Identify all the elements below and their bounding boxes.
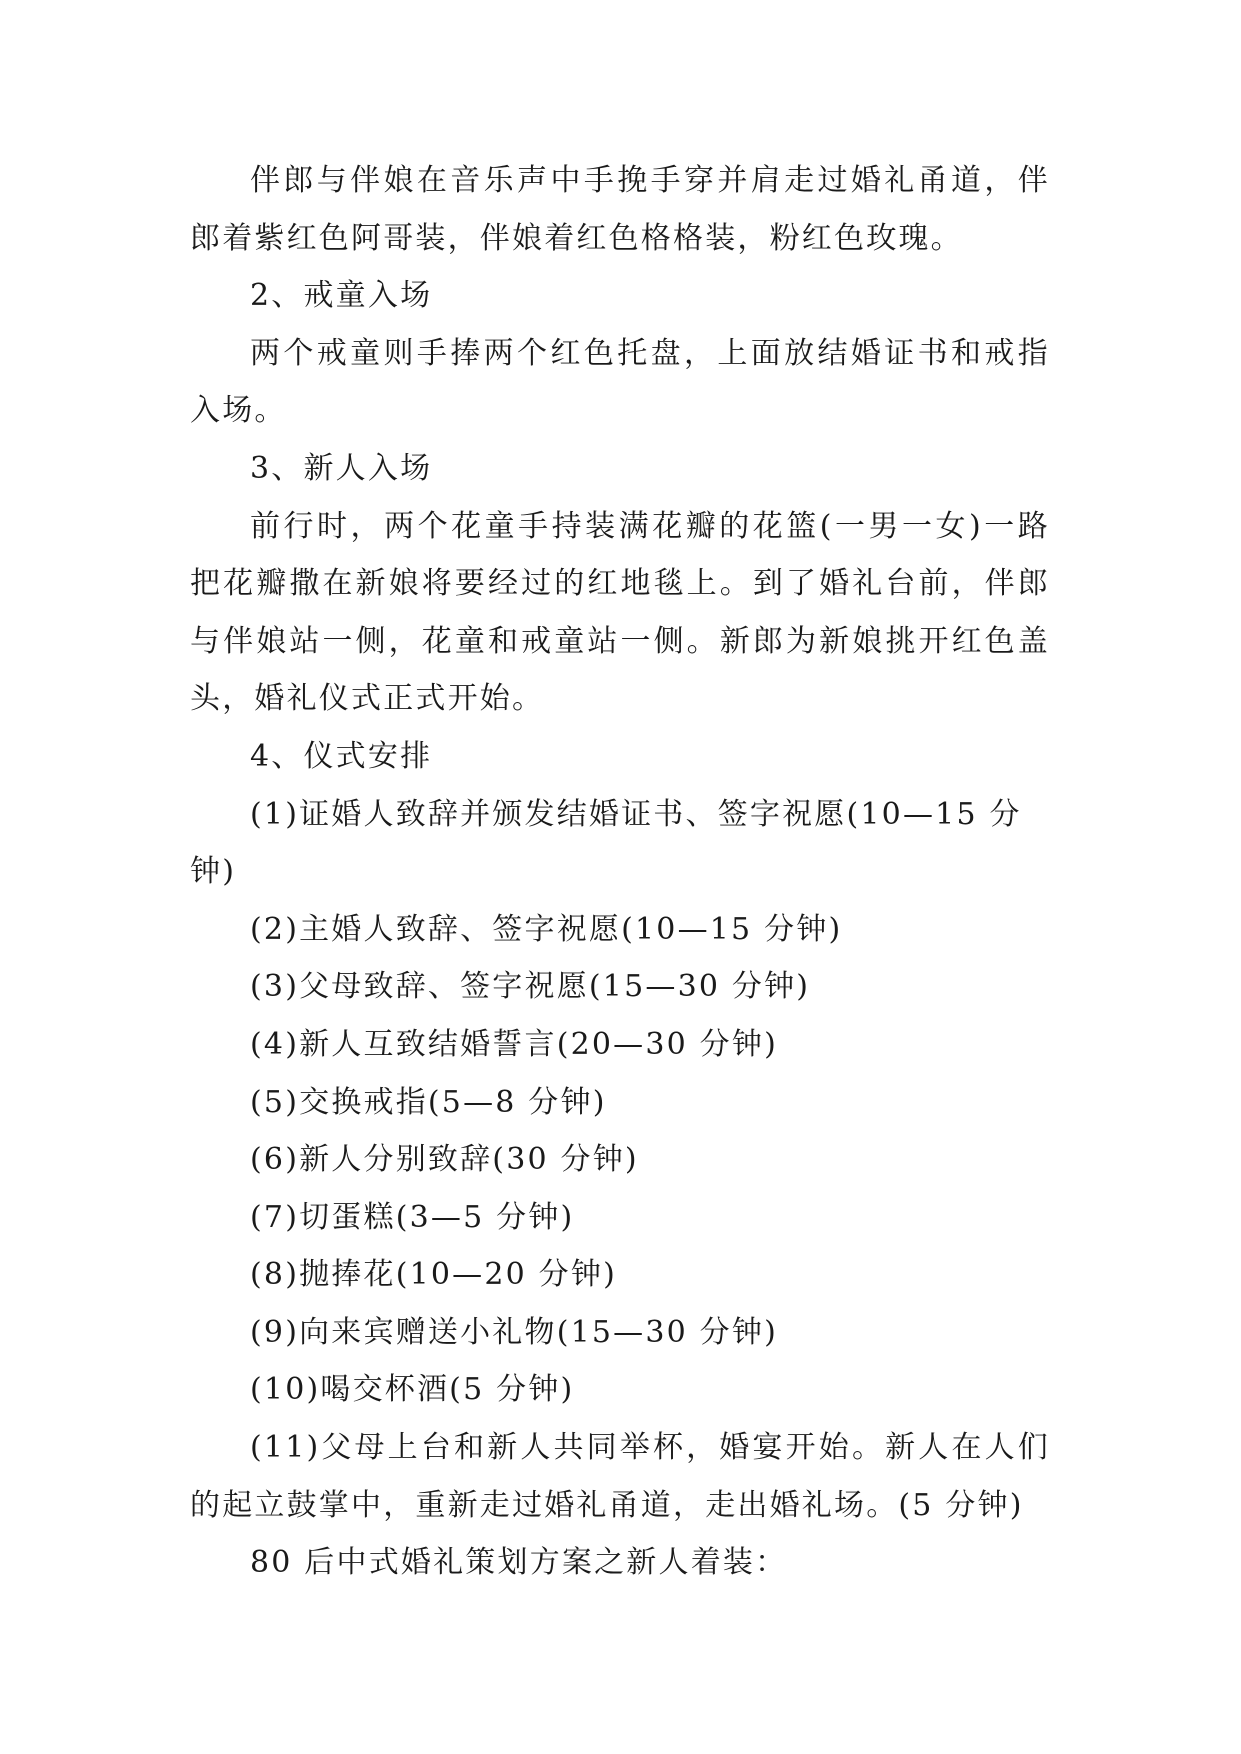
schedule-item-8: (8)抛捧花(10—20 分钟) (250, 1257, 617, 1293)
heading-ceremony-schedule: 4、仪式安排 (250, 738, 433, 774)
schedule-item-9: (9)向来宾赠送小礼物(15—30 分钟) (250, 1314, 778, 1350)
heading-couple-attire: 80 后中式婚礼策划方案之新人着装： (250, 1545, 788, 1581)
document-page (190, 152, 1050, 1592)
schedule-item-1: (1)证婚人致辞并颁发结婚证书、签字祝愿(10—15 分钟) (190, 796, 1022, 890)
schedule-item-10: (10)喝交杯酒(5 分钟) (250, 1372, 575, 1408)
paragraph-groomsmen: 伴郎与伴娘在音乐声中手挽手穿并肩走过婚礼甬道，伴郎着紫红色阿哥装，伴娘着红色格格装，粉红色玫瑰。 (190, 163, 1050, 256)
schedule-item-2: (2)主婚人致辞、签字祝愿(10—15 分钟) (250, 911, 843, 947)
heading-ring-bearers: 2、戒童入场 (250, 278, 433, 314)
heading-couple-entrance: 3、新人入场 (250, 450, 433, 486)
schedule-item-5: (5)交换戒指(5—8 分钟) (250, 1084, 607, 1120)
schedule-item-4: (4)新人互致结婚誓言(20—30 分钟) (250, 1026, 778, 1062)
schedule-item-3: (3)父母致辞、签字祝愿(15—30 分钟) (250, 969, 811, 1005)
paragraph-ring-bearers: 两个戒童则手捧两个红色托盘，上面放结婚证书和戒指入场。 (190, 335, 1050, 429)
schedule-item-11: (11)父母上台和新人共同举杯，婚宴开始。新人在人们的起立鼓掌中，重新走过婚礼甬道，走出婚礼场。(5 分钟) (190, 1430, 1050, 1523)
schedule-item-7: (7)切蛋糕(3—5 分钟) (250, 1199, 575, 1235)
paragraph-couple-entrance: 前行时，两个花童手持装满花瓣的花篮(一男一女)一路把花瓣撒在新娘将要经过的红地毯上。到了婚礼台前，伴郎与伴娘站一侧，花童和戒童站一侧。新郎为新娘挑开红色盖头，婚礼仪式正式开始。 (190, 508, 1050, 717)
schedule-item-6: (6)新人分别致辞(30 分钟) (250, 1142, 639, 1178)
